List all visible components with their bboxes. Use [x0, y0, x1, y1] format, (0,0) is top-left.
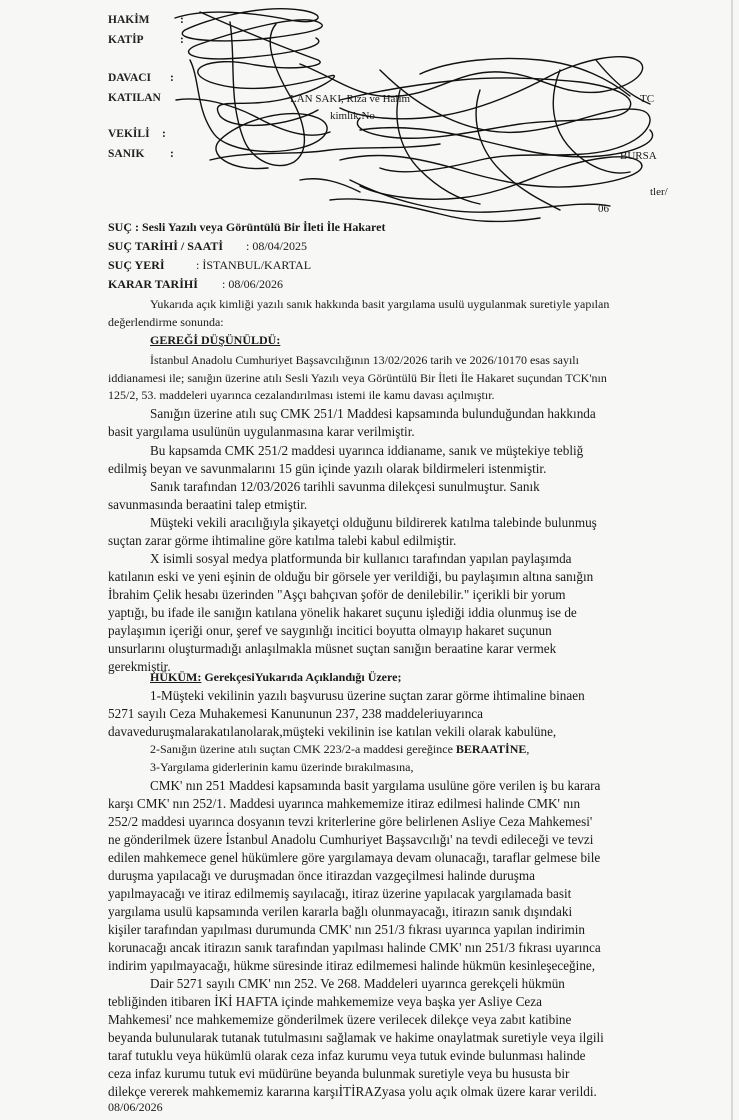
c2-line-5: taraf tutuklu veya hükümlü olarak ceza infaz kurumu veya tutuk evinde bulunması halinde — [108, 1048, 586, 1063]
c1-line-9: kişiler tarafından yapılması durumunda CMK' nın 251/3 fıkrası uyarınca yapılan indirimin — [108, 922, 586, 937]
sanik-visible-text: BURSA — [620, 150, 657, 162]
c1-line-3: 252/2 maddesi uyarınca dosyanın tevzi kriterlerine göre belirlenen Asliye Ceza Mahkemesi' — [108, 814, 593, 829]
suc-yeri-label: SUÇ YERİ — [108, 258, 165, 272]
c1-line-10: korunacağı ancak itirazın sanık tarafından yapılması halinde CMK' nın 251/3 fıkrası uyarınca — [108, 940, 601, 955]
h2-pre: 2-Sanığın üzerine atılı suçtan CMK 223/2-a maddesi gereğince — [150, 742, 456, 756]
c1-line-4: ne gönderilmek üzere İstanbul Anadolu Cumhuriyet Başsavcılığı' na tevdi edileceği ve tevzi — [108, 832, 594, 847]
intro-line-1: Yukarıda açık kimliği yazılı sanık hakkında basit yargılama usulü uygulanmak suretiyle yapılan — [150, 297, 610, 311]
h2-post: , — [526, 742, 530, 756]
closing-date: 08/06/2026 — [108, 1100, 163, 1114]
vekili-colon: : — [162, 128, 166, 140]
p3-line-2: edilmiş beyan ve savunmalarını 15 gün içinde yazılı olarak bildirmeleri istenmiştir. — [108, 461, 547, 476]
hakim-label: HAKİM — [108, 14, 150, 26]
c2-line-6: ceza infaz kurumu tutuk evi müdürüne beyanda bulunmak suretiyle veya bu hususta bir — [108, 1066, 570, 1081]
sanik-colon: : — [170, 148, 174, 160]
p1-line-3: 125/2, 53. maddeleri uyarınca cezalandırılması istemi ile kamu davası açılmıştır. — [108, 388, 495, 402]
c1-line-1: CMK' nın 251 Maddesi kapsamında basit yargılama usulüne göre verilen iş bu karara — [150, 778, 601, 793]
p1-line-2: iddianamesi ile; sanığın üzerine atılı Sesli Yazılı veya Görüntülü Bir İleti İle Hakaret suçundan TCK'nın — [108, 371, 607, 385]
p5-line-2: suçtan zarar görme ihtimaline göre katılma talebi kabul edilmiştir. — [108, 533, 457, 548]
hakim-colon: : — [180, 14, 184, 26]
katip-colon: : — [180, 34, 184, 46]
davaci-label: DAVACI — [108, 72, 152, 84]
hukum-label: HÜKÜM: — [150, 670, 202, 684]
suc-line: SUÇ : Sesli Yazılı veya Görüntülü Bir İleti İle Hakaret — [108, 220, 386, 234]
davaci-colon: : — [170, 72, 174, 84]
p2-line-1: Sanığın üzerine atılı suç CMK 251/1 Maddesi kapsamında bulunduğundan hakkında — [150, 406, 596, 421]
c1-line-5: edilen mahkemece genel hükümlere göre yargılamaya devam olunacağı, taraflar gelmese bile — [108, 850, 601, 865]
hukum-heading — [150, 670, 654, 685]
c1-line-2: karşı CMK' nın 252/1. Maddesi uyarınca mahkememize itiraz edilmesi halinde CMK' nın — [108, 796, 581, 811]
sanik-visible-text-3: 06 — [598, 203, 609, 215]
h2-beraatine: BERAATİNE — [455, 742, 527, 756]
h3-line: 3-Yargılama giderlerinin kamu üzerinde bırakılmasına, — [150, 760, 414, 774]
p6-line-6: unsurlarını oluşturmadığı anlaşılmakla müsnet suçtan sanığın beraatine karar vermek — [108, 641, 557, 656]
h1-line-2: 5271 sayılı Ceza Muhakemesi Kanununun 237, 238 maddeleriuyarınca — [108, 706, 484, 721]
p1-line-1: İstanbul Anadolu Cumhuriyet Başsavcılığının 13/02/2026 tarih ve 2026/10170 esas sayılı — [150, 353, 579, 367]
karar-tarihi-value: : 08/06/2026 — [222, 277, 284, 291]
c2-line-1: Dair 5271 sayılı CMK' nın 252. Ve 268. Maddeleri uyarınca gerekçeli hükmün — [150, 976, 565, 991]
p6-line-2: katılanın eski ve yeni eşinin de olduğu bir görsele yer verildiği, bu paylaşımın altına sanığın — [108, 569, 594, 584]
c1-line-6: duruşma yapılacağı ve duruşmadan önce itirazdan vazgeçilmesi halinde duruşma — [108, 868, 535, 883]
p4-line-1: Sanık tarafından 12/03/2026 tarihli savunma dilekçesi sunulmuştur. Sanık — [150, 479, 540, 494]
p6-line-1: X isimli sosyal medya platformunda bir kullanıcı tarafından yapılan paylaşımda — [150, 551, 572, 566]
karar-tarihi-label: KARAR TARİHİ — [108, 277, 198, 291]
p6-line-4: yaptığı, bu ifade ile sanığın katılana yönelik hakaret suçunu işlediği iddia olunmuş ise de — [108, 605, 577, 620]
sanik-visible-text-2: tler/ — [650, 186, 668, 198]
redaction-scribble — [0, 0, 739, 240]
c1-line-11: indirim yapılmayacağı, hükme süresinde itiraz edilmemesi halinde hükmün kesinleşeceğine, — [108, 958, 596, 973]
katip-label: KATİP — [108, 34, 144, 46]
h1-line-3: davaveduruşmalarakatılanolarak,müşteki vekilinin ise katılan vekili olarak kabulüne, — [108, 724, 557, 739]
c1-line-8: yargılama usulü kapsamında verilen kararla bağlı olunmayacağı, itirazın sanık dışındaki — [108, 904, 573, 919]
sanik-label: SANIK — [108, 148, 145, 160]
katilan-label: KATILAN — [108, 92, 161, 104]
suc-tarihi-value: : 08/04/2025 — [246, 239, 308, 253]
p5-line-1: Müşteki vekili aracılığıyla şikayetçi olduğunu bildirerek katılma talebinde bulunmuş — [150, 515, 597, 530]
p6-line-5: paylaşımın içeriği onur, şeref ve saygınlığı incitici boyutta olmayıp hakaret suçunun — [108, 623, 552, 638]
p6-line-3: İbrahim Çelik hesabı üzerinden "Aşçı bahçıvan şoför de denilebilir." içerikli bir yorum — [108, 587, 566, 602]
suc-tarihi-label: SUÇ TARİHİ / SAATİ — [108, 239, 224, 253]
suc-yeri-value: : İSTANBUL/KARTAL — [196, 258, 312, 272]
c2-line-7: dilekçe vererek mahkememiz kararına karşıİTİRAZyasa yolu açık olmak üzere karar verildi. — [108, 1084, 597, 1099]
katilan-kimlik-text: kimlik No — [330, 110, 375, 122]
h1-line-1: 1-Müşteki vekilinin yazılı başvurusu üzerine suçtan zarar görme ihtimaline binaen — [150, 688, 585, 703]
intro-line-2: değerlendirme sonunda: — [108, 315, 224, 329]
p4-line-2: savunmasında beraatini talep etmiştir. — [108, 497, 308, 512]
hukum-rest: GerekçesiYukarıda Açıklandığı Üzere; — [201, 670, 402, 684]
katilan-visible-text: LAN SAKI, Rıza ve Halim — [290, 93, 411, 105]
c2-line-2: tebliğinden itibaren İKİ HAFTA içinde mahkememize veya başka yer Asliye Ceza — [108, 994, 542, 1009]
c1-line-7: yapılmayacağı ve itiraz edilmemiş sayılacağı, itiraz üzerine yapılacak yargılamada basit — [108, 886, 572, 901]
p2-line-2: basit yargılama usulünün uygulanmasına karar verilmiştir. — [108, 424, 415, 439]
c2-line-4: beyanda bulunularak tutanak tutulmasını sağlamak ve hakime onaylatmak suretiyle veya ilgili — [108, 1030, 604, 1045]
p3-line-1: Bu kapsamda CMK 251/2 maddesi uyarınca iddianame, sanık ve müştekiye tebliğ — [150, 443, 584, 458]
p6-line-7: gerekmiştir. — [108, 659, 171, 674]
c2-line-3: Mahkemesi' nce mahkememize gönderilmek üzere verilecek dilekçe veya zabıt katibine — [108, 1012, 572, 1027]
gerekli-heading: GEREĞİ DÜŞÜNÜLDÜ: — [150, 333, 281, 347]
vekili-label: VEKİLİ — [108, 128, 150, 140]
katilan-tc-text: TC — [640, 93, 655, 105]
h2-line — [150, 742, 654, 757]
